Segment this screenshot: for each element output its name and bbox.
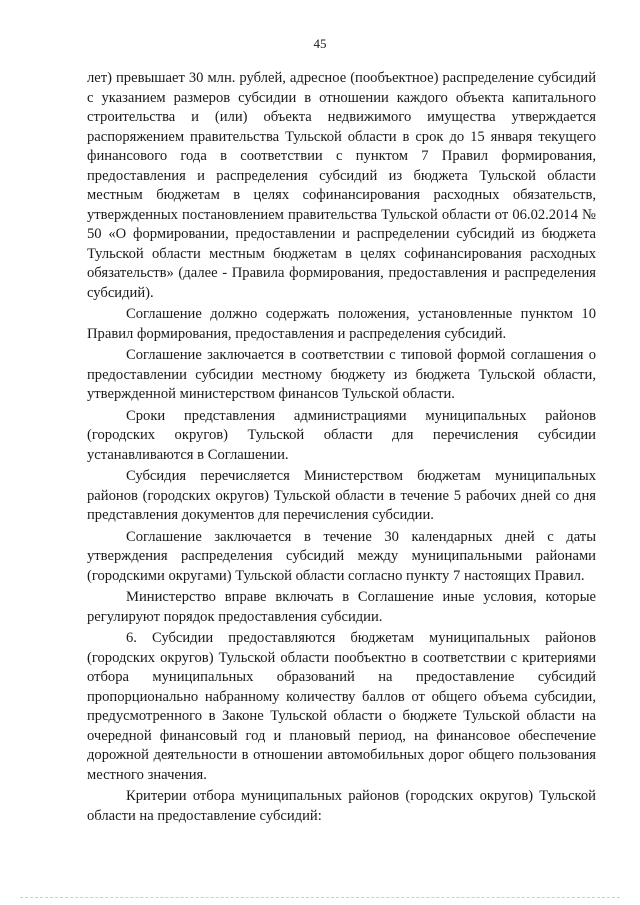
paragraph: Министерство вправе включать в Соглашение иные условия, которые регулируют порядок предоставления субсидии. — [87, 589, 596, 625]
paragraph: Сроки представления администрациями муниципальных районов (городских округов) Тульской области для перечисления субсидии устанавливаются в Соглашении. — [87, 407, 596, 463]
paragraph: Субсидия перечисляется Министерством бюджетам муниципальных районов (городских округов) Тульской области в течение 5 рабочих дней со дня представления документов для перечисления субсидии. — [87, 468, 596, 523]
paragraph: Критерии отбора муниципальных районов (городских округов) Тульской области на предоставление субсидий: — [87, 788, 596, 824]
paragraph: Соглашение заключается в соответствии с типовой формой соглашения о предоставлении субсидии местному бюджету из бюджета Тульской области, утвержденной министерством финансов Тульской области. — [87, 347, 596, 402]
paragraph-item-6: 6. Субсидии предоставляются бюджетам муниципальных районов (городских округов) Тульской области пообъектно в соответствии с критериями отбора муниципальных образований на предоставление субсидий пропорционально набранному количеству баллов от общего объема субсидии, предусмотренного в Законе Тульской области о бюджете Тульской области на очередной финансовый год и плановый период, на финансовое обеспечение дорожной деятельности в отношении автомобильных дорог общего пользования местного значения. — [87, 630, 596, 783]
scan-bottom-edge — [20, 897, 620, 899]
page-number: 45 — [313, 36, 327, 51]
paragraph-continuation: лет) превышает 30 млн. рублей, адресное (пообъектное) распределение субсидий с указанием размеров субсидии в отношении каждого объекта капитального строительства и (или) объекта недвижимого имущества утверждается распоряжением правительства Тульской области в срок до 15 января текущего финансового года в соответствии с пунктом 7 Правил формирования, предоставления и распределения субсидий из бюджета Тульской области местным бюджетам в целях софинансирования расходных обязательств, утвержденных постановлением правительства Тульской области от 06.02.2014 № 50 «О формировании, предоставлении и распределении субсидий из бюджета Тульской области местным бюджетам в целях софинансирования расходных обязательств» (далее - Правила формирования, предоставления и распределения субсидий). — [87, 70, 596, 301]
paragraph: Соглашение должно содержать положения, установленные пунктом 10 Правил формирования, предоставления и распределения субсидий. — [87, 306, 596, 342]
document-body — [87, 69, 596, 826]
paragraph: Соглашение заключается в течение 30 календарных дней с даты утверждения распределения субсидий между муниципальными районами (городскими округами) Тульской области согласно пункту 7 настоящих Правил. — [87, 528, 596, 584]
